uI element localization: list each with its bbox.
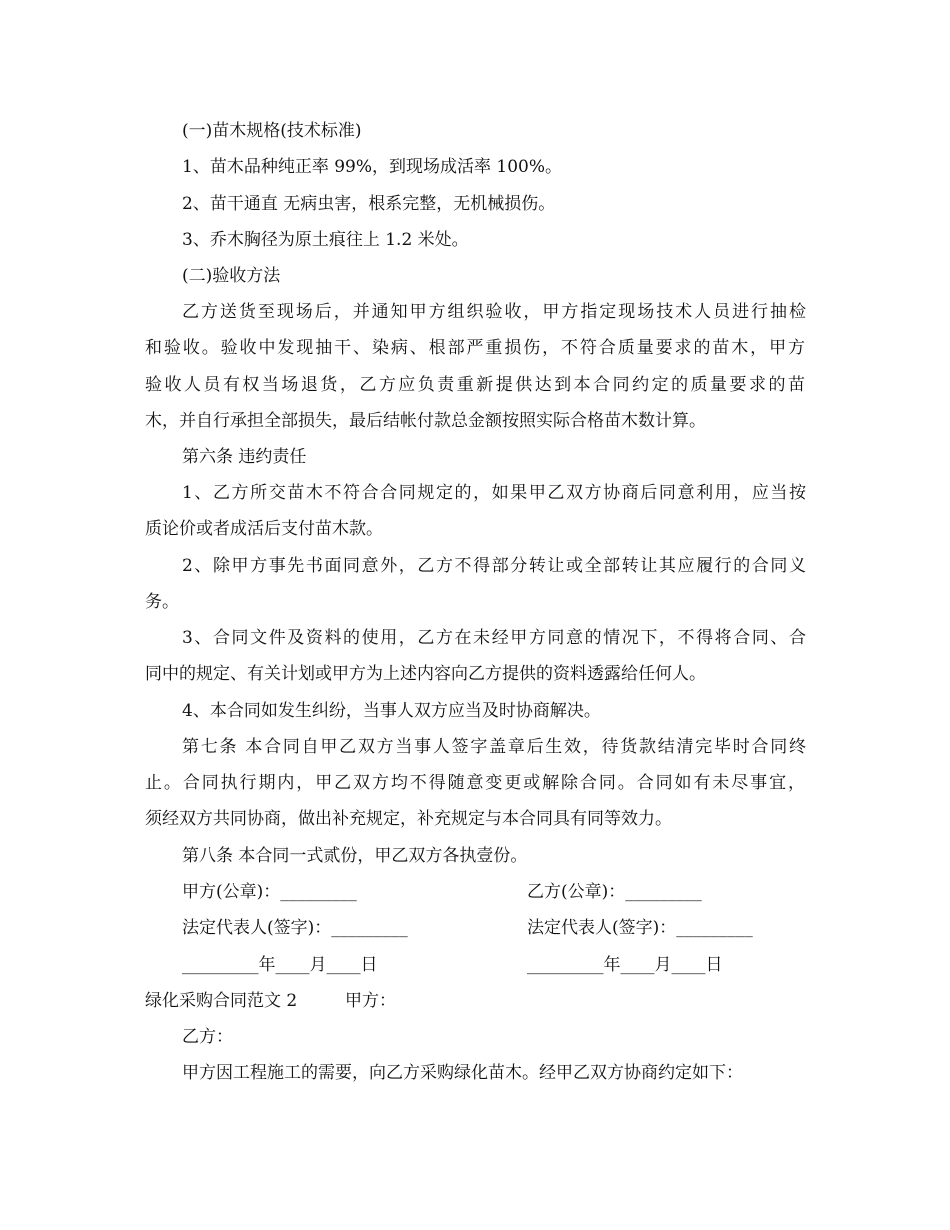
spec-item-3: 3、乔木胸径为原土痕往上 1.2 米处。 — [182, 230, 469, 250]
acceptance-line-4: 木，并自行承担全部损失，最后结帐付款总金额按照实际合格苗木数计算。 — [145, 411, 706, 431]
sample-2-party-a: 甲方： — [345, 991, 396, 1011]
party-b-date: _________年____月____日 — [527, 955, 723, 975]
sample-2-party-b: 乙方： — [182, 1027, 233, 1047]
article-7-line-2: 止。合同执行期内，甲乙双方均不得随意变更或解除合同。合同如有未尽事宜， — [145, 773, 805, 793]
party-b-representative: 法定代表人(签字)：_________ — [527, 918, 753, 938]
liability-2-line-1: 2、除甲方事先书面同意外，乙方不得部分转让或全部转让其应履行的合同义 — [182, 556, 806, 576]
liability-3-line-2: 同中的规定、有关计划或甲方为上述内容向乙方提供的资料透露给任何人。 — [145, 664, 706, 684]
party-b-seal: 乙方(公章)：_________ — [527, 882, 702, 902]
liability-4: 4、本合同如发生纠纷，当事人双方应当及时协商解决。 — [182, 701, 601, 721]
liability-1-line-2: 质论价或者成活后支付苗木款。 — [145, 519, 383, 539]
article-7-line-3: 须经双方共同协商，做出补充规定，补充规定与本合同具有同等效力。 — [145, 809, 672, 829]
spec-item-2: 2、苗干通直 无病虫害，根系完整，无机械损伤。 — [182, 194, 556, 214]
party-a-seal: 甲方(公章)：_________ — [182, 882, 357, 902]
party-a-representative: 法定代表人(签字)：_________ — [182, 918, 408, 938]
sample-2-intro: 甲方因工程施工的需要，向乙方采购绿化苗木。经甲乙双方协商约定如下： — [182, 1063, 743, 1083]
sample-2-heading: 绿化采购合同范文 2 — [145, 991, 298, 1011]
spec-item-1: 1、苗木品种纯正率 99%，到现场成活率 100%。 — [182, 157, 563, 177]
party-a-date: _________年____月____日 — [182, 955, 378, 975]
acceptance-line-2: 和验收。验收中发现抽干、染病、根部严重损伤，不符合质量要求的苗木，甲方 — [145, 338, 805, 358]
article-6-title: 第六条 违约责任 — [182, 447, 307, 467]
liability-2-line-2: 务。 — [145, 592, 179, 612]
liability-1-line-1: 1、乙方所交苗木不符合合同规定的，如果甲乙双方协商后同意利用，应当按 — [182, 483, 806, 503]
article-7-line-1: 第七条 本合同自甲乙双方当事人签字盖章后生效，待货款结清完毕时合同终 — [182, 737, 806, 757]
article-8: 第八条 本合同一式贰份，甲乙双方各执壹份。 — [182, 846, 528, 866]
section-2-title: (二)验收方法 — [182, 266, 281, 286]
liability-3-line-1: 3、合同文件及资料的使用，乙方在未经甲方同意的情况下，不得将合同、合 — [182, 628, 806, 648]
acceptance-line-1: 乙方送货至现场后，并通知甲方组织验收，甲方指定现场技术人员进行抽检 — [182, 302, 806, 322]
acceptance-line-3: 验收人员有权当场退货，乙方应负责重新提供达到本合同约定的质量要求的苗 — [145, 375, 805, 395]
section-1-title: (一)苗木规格(技术标准) — [182, 121, 362, 141]
